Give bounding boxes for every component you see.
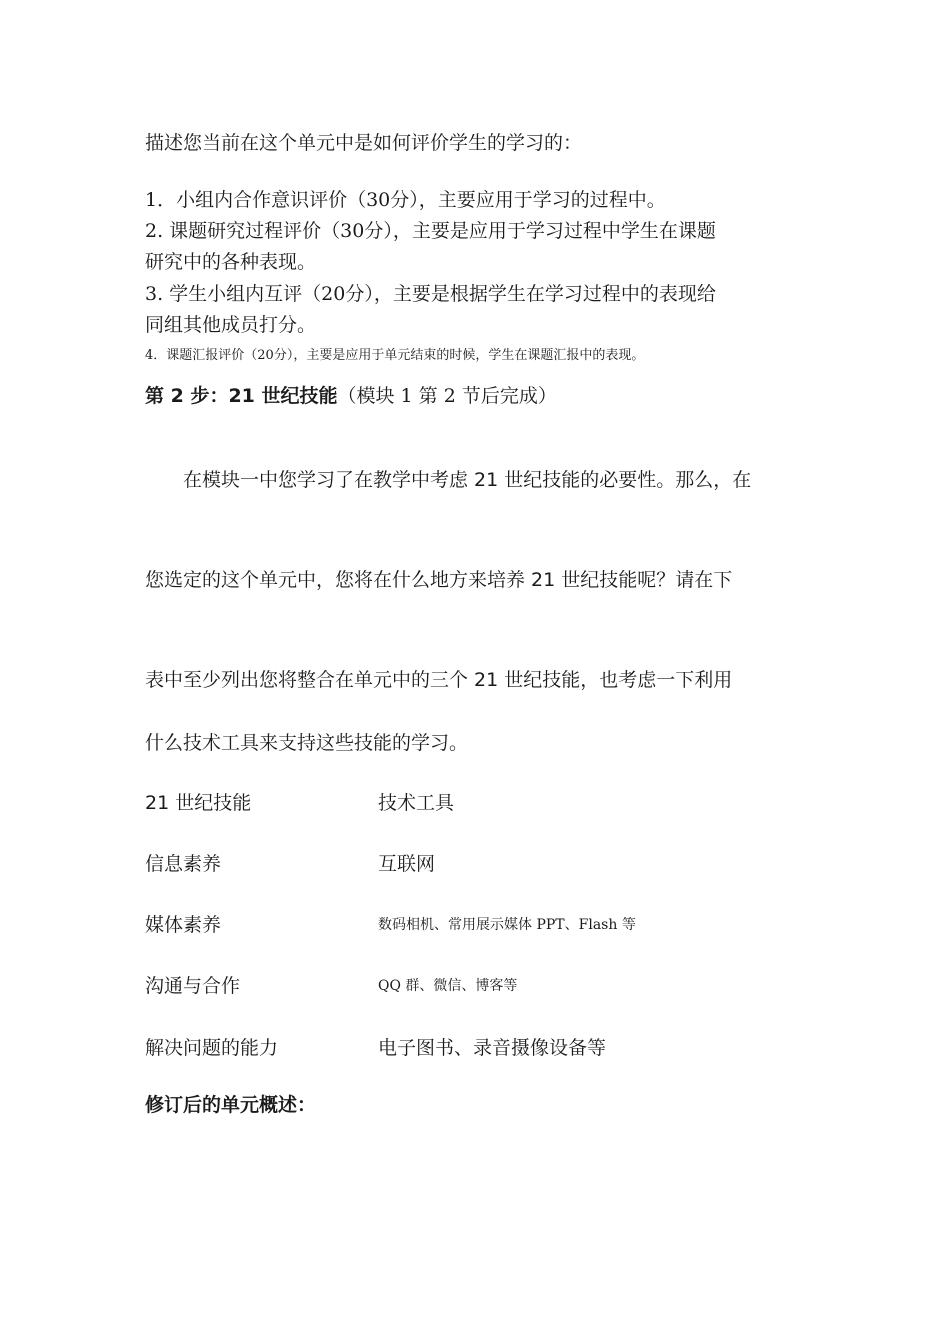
step2-paragraph-line-3: 表中至少列出您将整合在单元中的三个 21 世纪技能，也考虑一下利用 xyxy=(145,669,733,691)
tool-cell: 数码相机、常用展示媒体 PPT、Flash 等 xyxy=(378,917,636,933)
assessment-item-3-continued: 同组其他成员打分。 xyxy=(145,314,317,336)
skill-cell: 信息素养 xyxy=(145,853,222,875)
step2-heading xyxy=(145,384,557,408)
assessment-item-2-continued: 研究中的各种表现。 xyxy=(145,251,317,273)
tool-cell: 互联网 xyxy=(378,853,436,875)
skill-cell: 沟通与合作 xyxy=(145,975,241,997)
step2-paragraph-line-4: 什么技术工具来支持这些技能的学习。 xyxy=(145,732,469,754)
skill-cell: 解决问题的能力 xyxy=(145,1037,279,1059)
skills-header-tool: 技术工具 xyxy=(378,792,455,814)
assessment-item-2: 2. 课题研究过程评价（30分），主要是应用于学习过程中学生在课题 xyxy=(145,220,716,242)
assessment-item-3: 3. 学生小组内互评（20分），主要是根据学生在学习过程中的表现给 xyxy=(145,283,716,305)
step2-heading-title: 第 2 步：21 世纪技能 xyxy=(145,385,338,407)
step2-heading-note: （模块 1 第 2 节后完成） xyxy=(337,385,557,407)
skills-header-skill: 21 世纪技能 xyxy=(145,792,252,814)
step2-paragraph-line-1: 在模块一中您学习了在教学中考虑 21 世纪技能的必要性。那么，在 xyxy=(183,469,752,491)
skill-cell: 媒体素养 xyxy=(145,914,222,936)
assessment-item-1: 1．小组内合作意识评价（30分），主要应用于学习的过程中。 xyxy=(145,189,666,211)
assessment-item-4: 4．课题汇报评价（20分），主要是应用于单元结束的时候，学生在课题汇报中的表现。 xyxy=(145,348,645,363)
tool-cell: QQ 群、微信、博客等 xyxy=(378,978,518,994)
tool-cell: 电子图书、录音摄像设备等 xyxy=(378,1037,607,1059)
step2-paragraph-line-2: 您选定的这个单元中，您将在什么地方来培养 21 世纪技能呢？请在下 xyxy=(145,569,733,591)
assessment-prompt: 描述您当前在这个单元中是如何评价学生的学习的： xyxy=(145,132,583,154)
revised-overview-heading: 修订后的单元概述： xyxy=(145,1094,317,1116)
